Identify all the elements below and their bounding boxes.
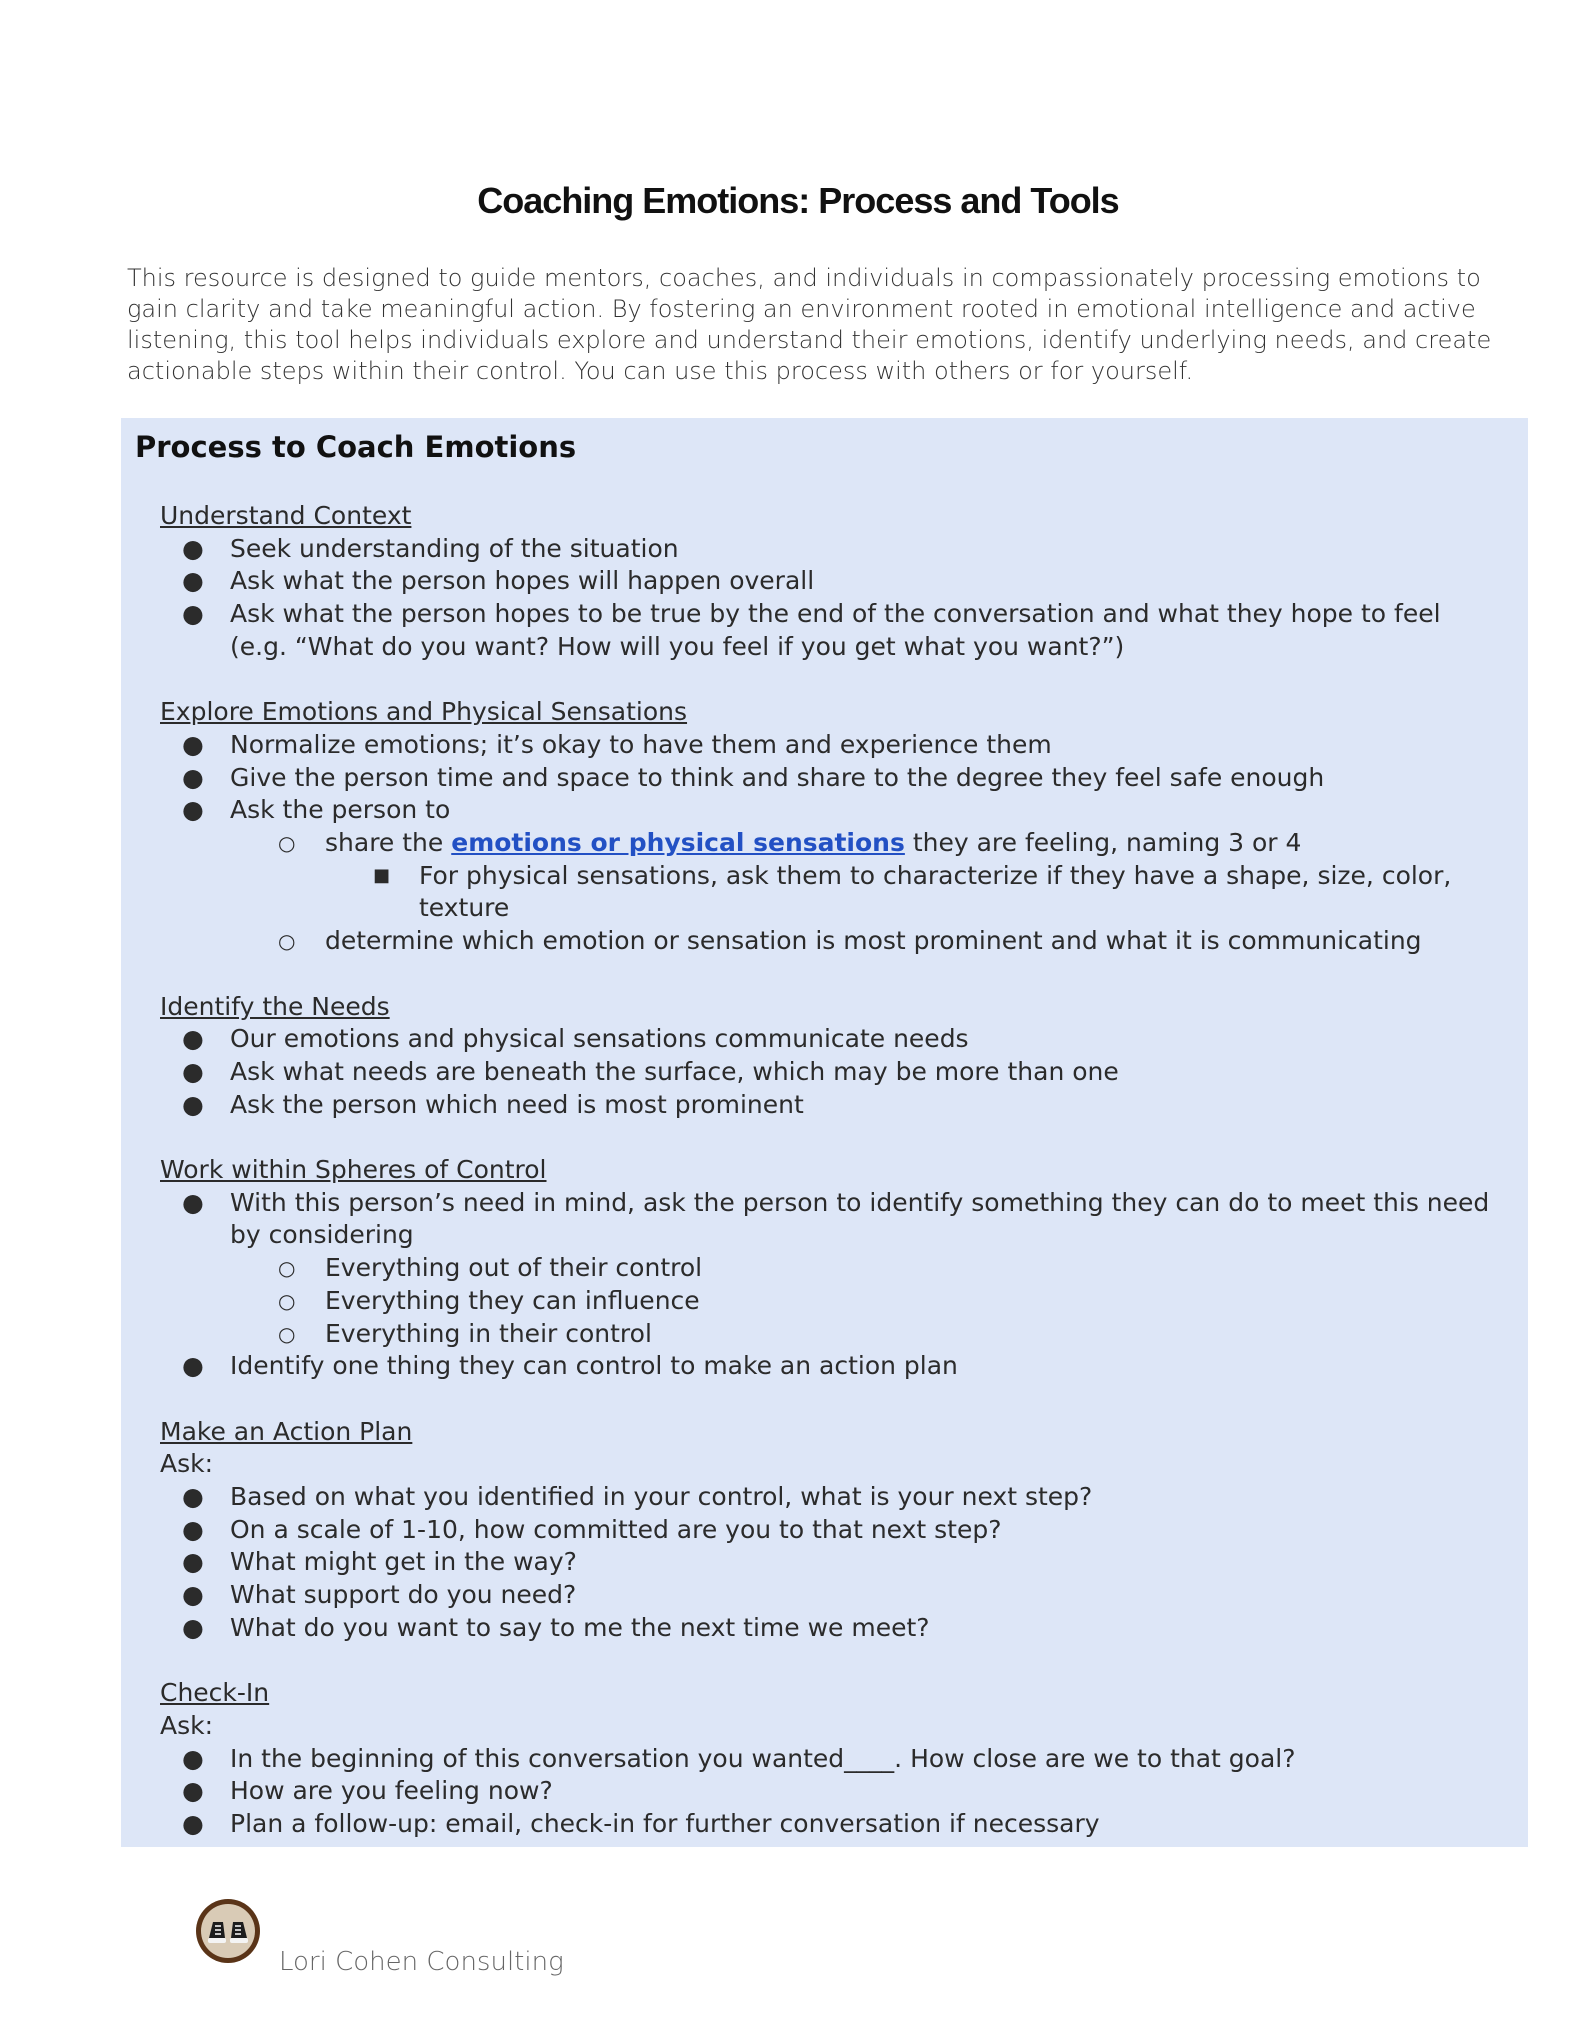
disc-bullet-icon: ● — [182, 762, 204, 792]
section-spheres-of-control — [160, 1154, 1500, 1383]
bullet-list — [160, 1023, 1500, 1121]
disc-bullet-icon: ● — [182, 1089, 204, 1119]
list-item: ● Identify one thing they can control to make an action plan — [160, 1350, 1500, 1383]
disc-bullet-icon: ● — [182, 1514, 204, 1544]
panel-title: Process to Coach Emotions — [135, 430, 577, 464]
intro-paragraph: This resource is designed to guide mentors, coaches, and individuals in compassionately processing emotions to gain clarity and take meaningful action. By fostering an environment rooted in emotional intelligence and active listening, this tool helps individuals explore and understand their emotions, identify underlying needs, and create actionable steps within their control. You can use this process with others or for yourself. — [127, 264, 1492, 385]
disc-bullet-icon: ● — [182, 1776, 204, 1806]
section-heading: Identify the Needs — [160, 991, 390, 1021]
list-item: ● Ask the person to — [160, 794, 1500, 827]
list-item: ● Ask what the person hopes to be true by the end of the conversation and what they hope to feel (e.g. “What do you want? How will you feel if you get what you want?”) — [182, 599, 1441, 661]
section-check-in — [160, 1677, 1500, 1841]
disc-bullet-icon: ● — [182, 729, 204, 759]
list-item: ● Plan a follow-up: email, check-in for further conversation if necessary — [160, 1808, 1500, 1841]
list-item: ● Seek understanding of the situation — [160, 533, 1500, 566]
list-item: ● How are you feeling now? — [160, 1775, 1500, 1808]
sub-list-item: ○ Everything in their control — [160, 1318, 1500, 1351]
circle-bullet-icon: ○ — [278, 1256, 296, 1281]
sub-list-item: ○ Everything out of their control — [160, 1252, 1500, 1285]
sub-list-item: ○ share the emotions or physical sensations they are feeling, naming 3 or 4 — [160, 827, 1500, 860]
list-item: ● Based on what you identified in your control, what is your next step? — [160, 1481, 1500, 1514]
disc-bullet-icon: ● — [182, 1351, 204, 1381]
process-content — [160, 500, 1500, 1873]
disc-bullet-icon: ● — [182, 795, 204, 825]
list-item: ● With this person’s need in mind, ask the person to identify something they can do to meet this need by considering — [182, 1187, 1490, 1250]
section-understand-context — [160, 500, 1500, 664]
emotions-sensations-link[interactable]: emotions or physical sensations — [451, 828, 905, 858]
section-explore-emotions — [160, 696, 1500, 958]
sub-list-item: ○ Everything they can influence — [160, 1285, 1500, 1318]
list-item: ● Ask what needs are beneath the surface, which may be more than one — [160, 1056, 1500, 1089]
disc-bullet-icon: ● — [182, 1187, 204, 1217]
bullet-list — [160, 1187, 1500, 1383]
list-item: ● Ask the person which need is most prominent — [160, 1089, 1500, 1122]
disc-bullet-icon: ● — [182, 1580, 204, 1610]
disc-bullet-icon: ● — [182, 1743, 204, 1773]
bullet-list — [160, 1481, 1500, 1645]
section-heading: Work within Spheres of Control — [160, 1155, 547, 1185]
circle-bullet-icon: ○ — [278, 831, 296, 856]
disc-bullet-icon: ● — [182, 1056, 204, 1086]
list-item: ● In the beginning of this conversation you wanted____. How close are we to that goal? — [160, 1743, 1500, 1776]
ask-label: Ask: — [160, 1710, 214, 1740]
section-action-plan — [160, 1416, 1500, 1645]
bullet-list — [160, 729, 1500, 958]
list-item: ● What do you want to say to me the next time we meet? — [160, 1612, 1500, 1645]
disc-bullet-icon: ● — [182, 1809, 204, 1839]
bullet-list — [160, 533, 1500, 664]
list-item: ● What might get in the way? — [160, 1546, 1500, 1579]
list-item: ● Our emotions and physical sensations communicate needs — [160, 1023, 1500, 1056]
list-item: ● Ask what the person hopes will happen overall — [160, 565, 1500, 598]
square-bullet-icon: ■ — [373, 864, 391, 886]
bullet-list — [160, 1743, 1500, 1841]
sub-list-item: ○ determine which emotion or sensation is most prominent and what it is communicating — [160, 925, 1500, 958]
ask-label: Ask: — [160, 1449, 214, 1479]
list-item: ● Normalize emotions; it’s okay to have them and experience them — [160, 729, 1500, 762]
disc-bullet-icon: ● — [182, 1024, 204, 1054]
sub-sub-list-item: ■ For physical sensations, ask them to characterize if they have a shape, size, color, texture — [373, 860, 1452, 923]
disc-bullet-icon: ● — [182, 599, 204, 629]
circle-bullet-icon: ○ — [278, 1288, 296, 1313]
section-identify-needs — [160, 991, 1500, 1122]
page-title: Coaching Emotions: Process and Tools — [477, 180, 1119, 221]
disc-bullet-icon: ● — [182, 566, 204, 596]
process-panel — [121, 418, 1528, 1847]
list-item: ● Give the person time and space to think and share to the degree they feel safe enough — [160, 762, 1500, 795]
footer-company-name: Lori Cohen Consulting — [279, 1947, 564, 1977]
list-item: ● What support do you need? — [160, 1579, 1500, 1612]
disc-bullet-icon: ● — [182, 1482, 204, 1512]
section-heading: Understand Context — [160, 501, 412, 530]
disc-bullet-icon: ● — [182, 1547, 204, 1577]
sneakers-logo-icon — [195, 1898, 261, 1964]
section-heading: Explore Emotions and Physical Sensations — [160, 697, 688, 727]
circle-bullet-icon: ○ — [278, 929, 296, 954]
section-heading: Make an Action Plan — [160, 1416, 413, 1446]
disc-bullet-icon: ● — [182, 1612, 204, 1642]
section-heading: Check-In — [160, 1678, 270, 1708]
list-item: ● On a scale of 1-10, how committed are you to that next step? — [160, 1514, 1500, 1547]
disc-bullet-icon: ● — [182, 533, 204, 563]
circle-bullet-icon: ○ — [278, 1321, 296, 1346]
